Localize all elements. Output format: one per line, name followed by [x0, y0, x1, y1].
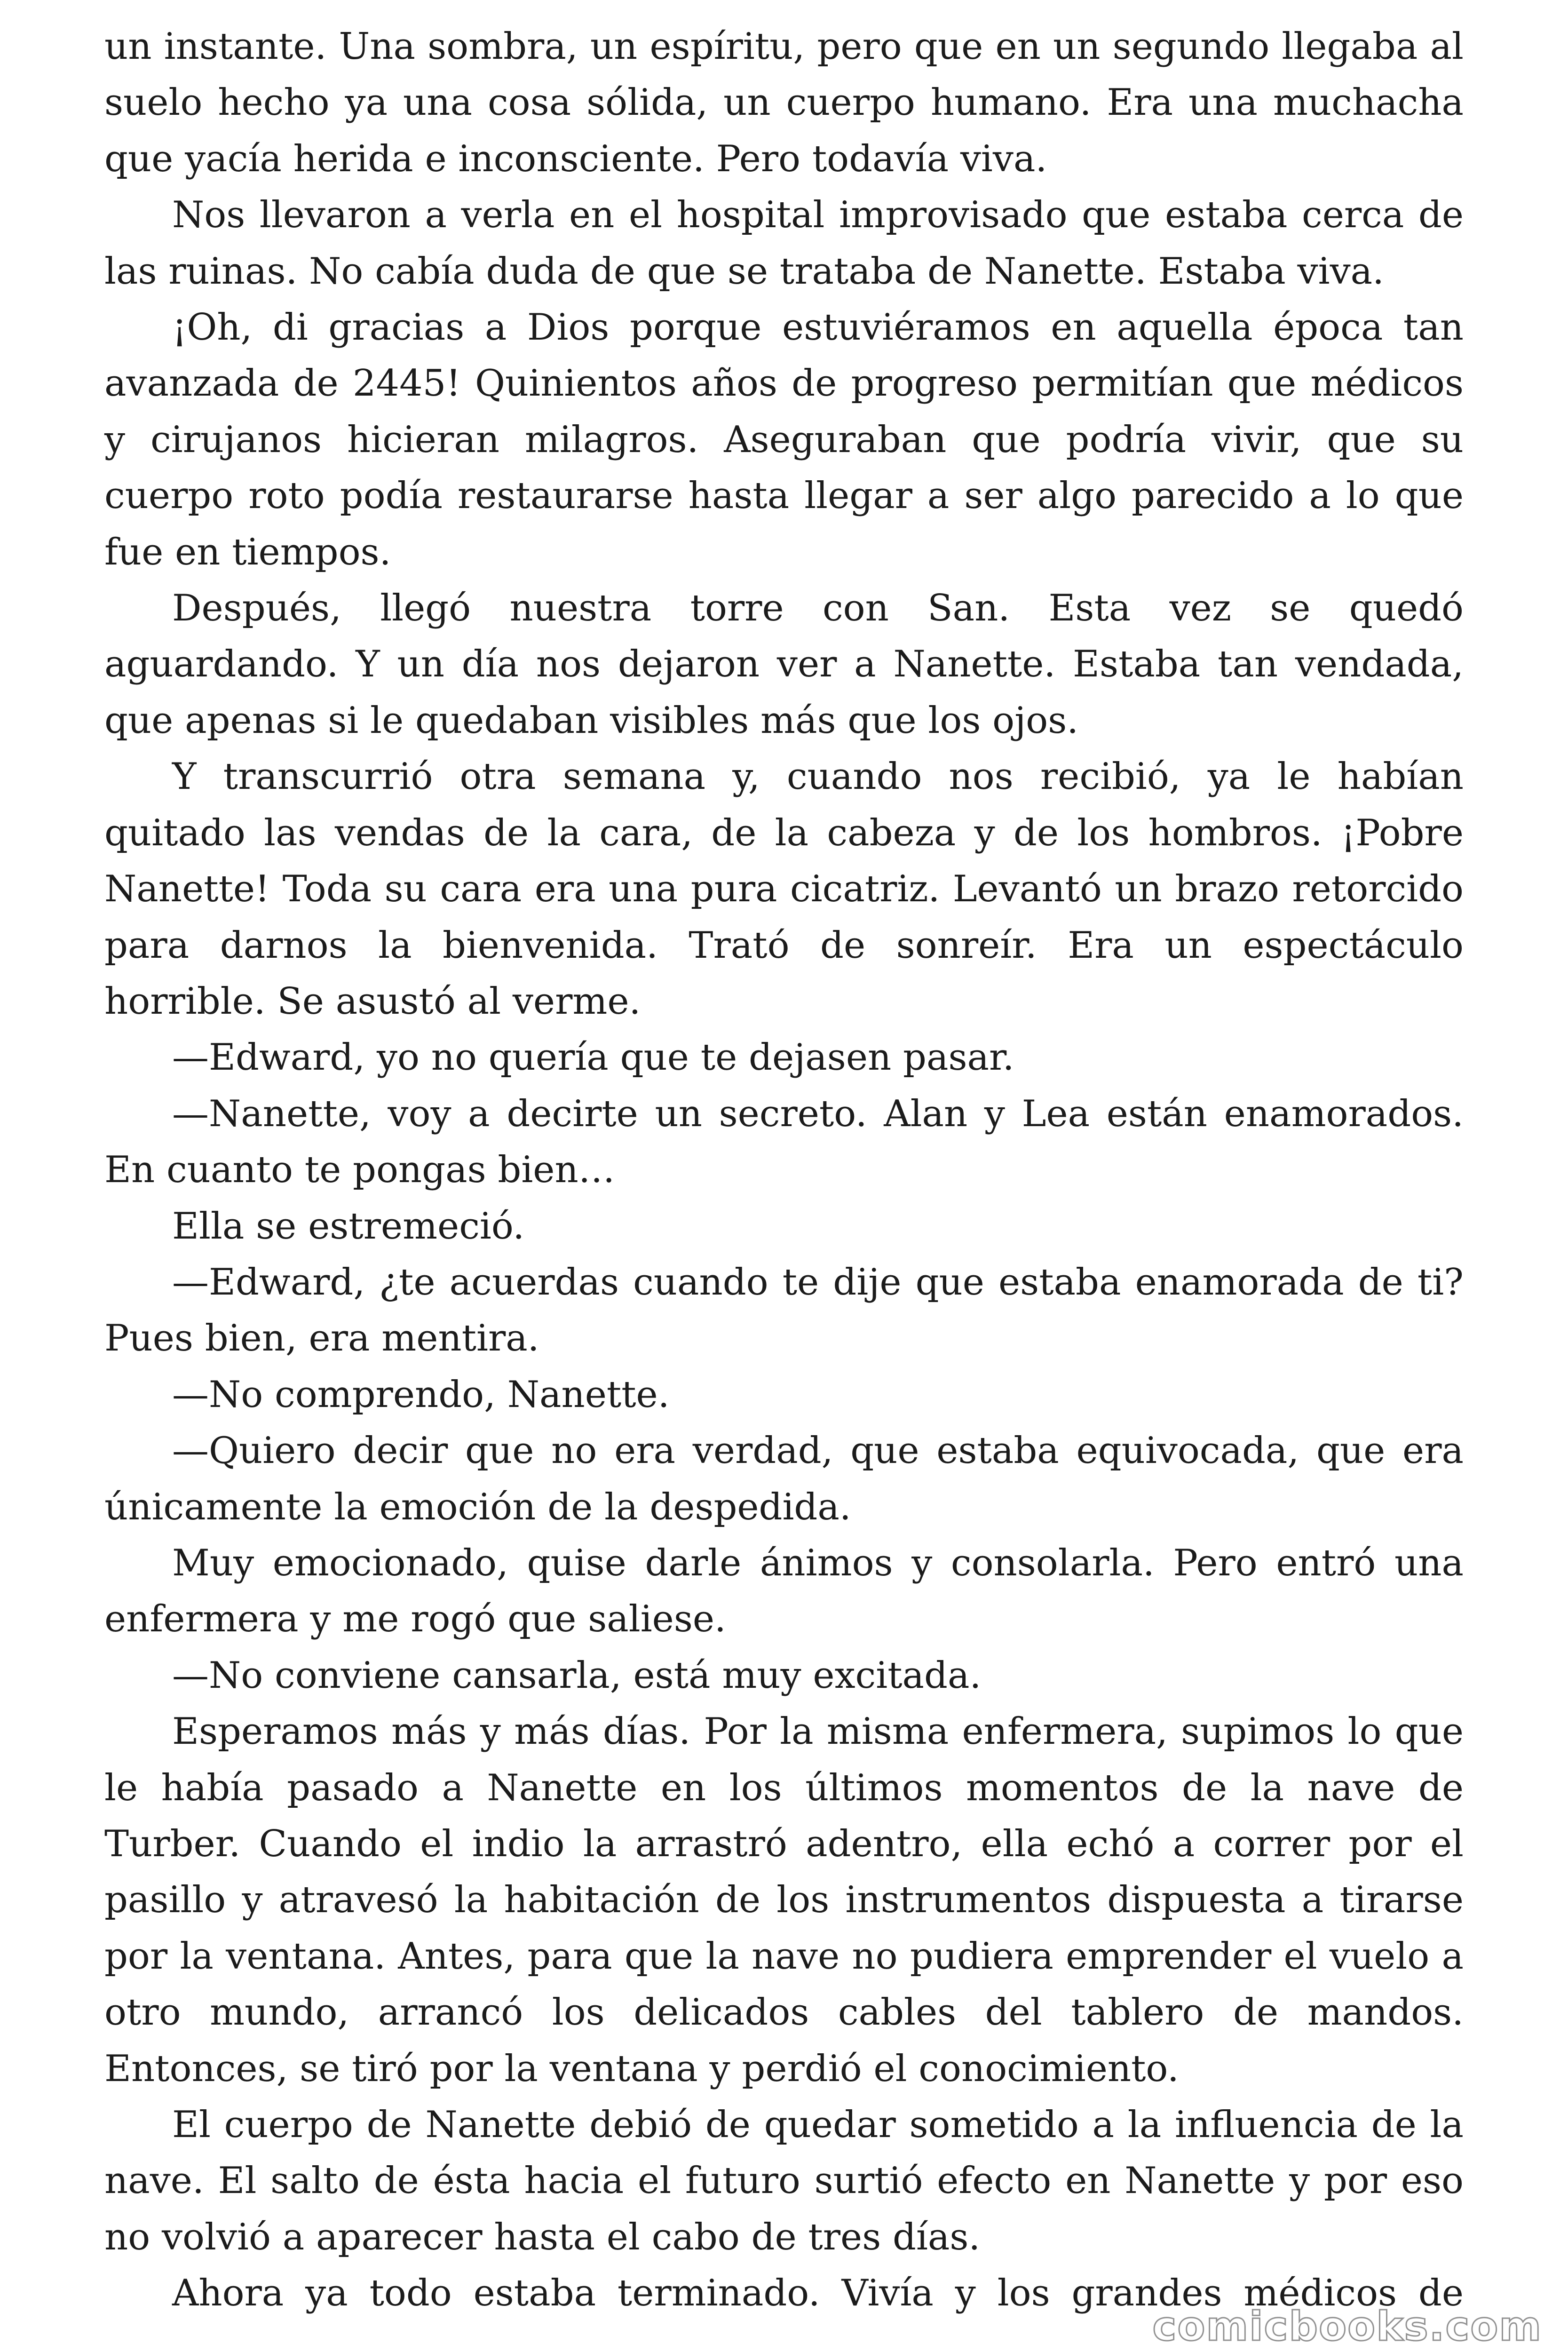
paragraph: ¡Oh, di gracias a Dios porque estuviéramos en aquella época tan avanzada de 2445! Quinientos años de progreso permitían que médicos y cirujanos hicieran milagros. Aseguraban que podría vivir, que su cuerpo roto podía restaurarse hasta llegar a ser algo parecido a lo que fue en tiempos. — [104, 306, 1464, 573]
paragraph: un instante. Una sombra, un espíritu, pero que en un segundo llegaba al suelo hecho ya una cosa sólida, un cuerpo humano. Era una muchacha que yacía herida e inconsciente. Pero todavía viva. — [104, 25, 1464, 180]
book-page — [104, 19, 1464, 2322]
dialogue-line: —No comprendo, Nanette. — [172, 1373, 670, 1416]
paragraph: Nos llevaron a verla en el hospital improvisado que estaba cerca de las ruinas. No cabía duda de que se trataba de Nanette. Estaba viva. — [104, 194, 1464, 293]
paragraph: Muy emocionado, quise darle ánimos y consolarla. Pero entró una enfermera y me rogó que saliese. — [104, 1542, 1464, 1641]
paragraph: El cuerpo de Nanette debió de quedar sometido a la influencia de la nave. El salto de ésta hacia el futuro surtió efecto en Nanette y por eso no volvió a aparecer hasta el cabo de tres días. — [104, 2104, 1464, 2258]
dialogue-line: —Nanette, voy a decirte un secreto. Alan y Lea están enamorados. En cuanto te pongas bien… — [104, 1092, 1464, 1192]
dialogue-line: —Edward, ¿te acuerdas cuando te dije que estaba enamorada de ti? Pues bien, era mentira. — [104, 1261, 1464, 1360]
paragraph: Después, llegó nuestra torre con San. Esta vez se quedó aguardando. Y un día nos dejaron ver a Nanette. Estaba tan vendada, que apenas si le quedaban visibles más que los ojos. — [104, 587, 1464, 742]
paragraph: Ella se estremeció. — [172, 1205, 525, 1248]
paragraph: Ahora ya todo estaba terminado. Vivía y los grandes médicos de — [172, 2272, 1464, 2315]
paragraph: Esperamos más y más días. Por la misma enfermera, supimos lo que le había pasado a Nanette en los últimos momentos de la nave de Turber. Cuando el indio la arrastró adentro, ella echó a correr por el pasillo y atravesó la habitación de los instrumentos dispuesta a tirarse por la ventana. Antes, para que la nave no pudiera emprender el vuelo a otro mundo, arrancó los delicados cables del tablero de mandos. Entonces, se tiró por la ventana y perdió el conocimiento. — [104, 1710, 1464, 2090]
dialogue-line: —No conviene cansarla, está muy excitada. — [172, 1654, 982, 1697]
dialogue-line: —Edward, yo no quería que te dejasen pasar. — [172, 1036, 1014, 1079]
dialogue-line: —Quiero decir que no era verdad, que estaba equivocada, que era únicamente la emoción de la despedida. — [104, 1430, 1464, 1528]
paragraph: Y transcurrió otra semana y, cuando nos recibió, ya le habían quitado las vendas de la cara, de la cabeza y de los hombros. ¡Pobre Nanette! Toda su cara era una pura cicatriz. Levantó un brazo retorcido para darnos la bienvenida. Trató de sonreír. Era un espectáculo horrible. Se asustó al verme. — [104, 755, 1464, 1023]
watermark-logo: comicbooks.com — [1152, 2303, 1542, 2350]
